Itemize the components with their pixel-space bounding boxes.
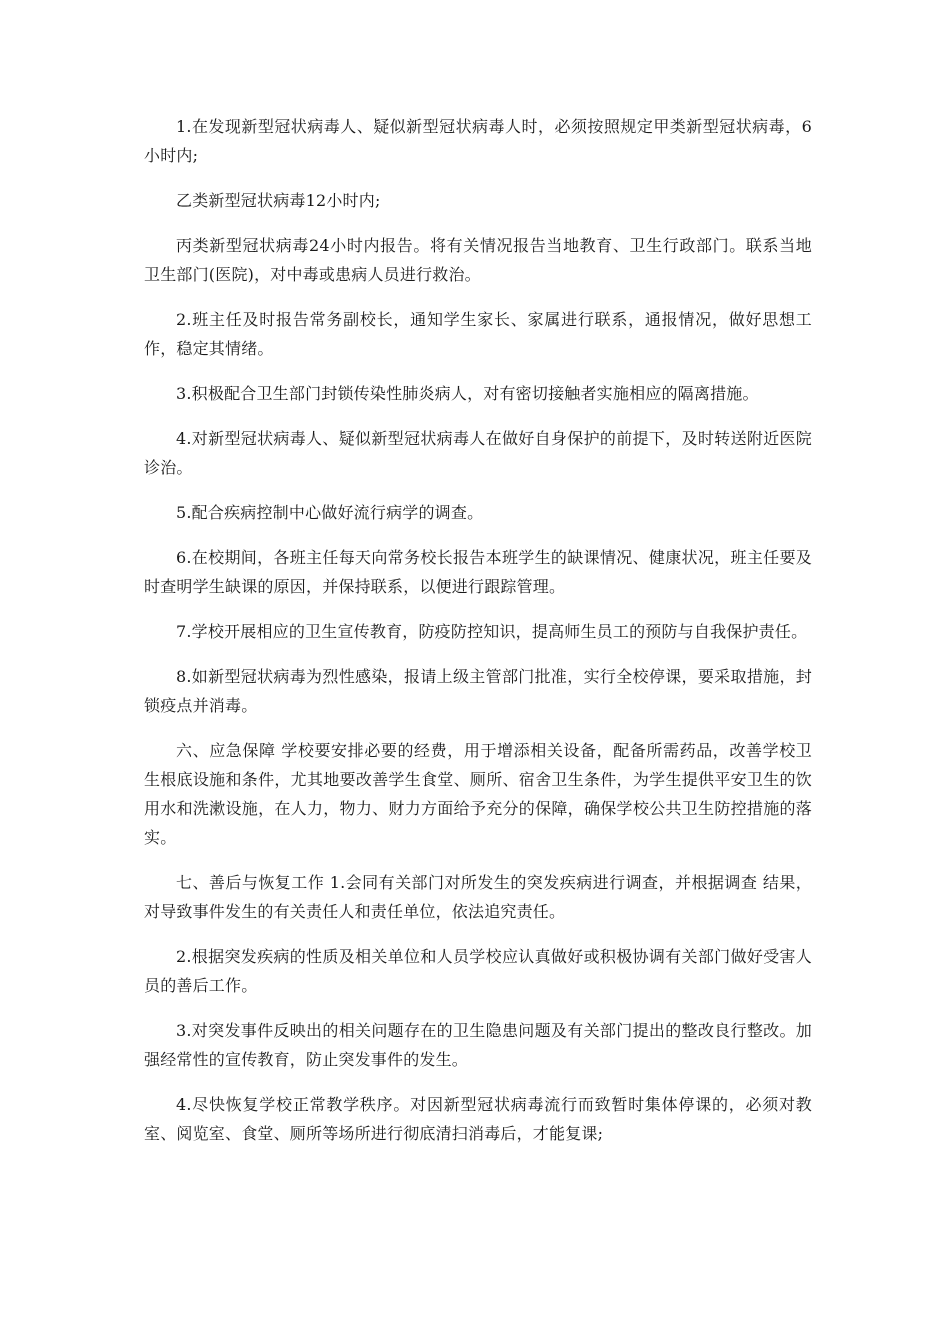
paragraph-14: 3.对突发事件反映出的相关问题存在的卫生隐患问题及有关部门提出的整改良行整改。加强经常性的宣传教育，防止突发事件的发生。	[144, 1021, 812, 1069]
paragraph-8: 6.在校期间，各班主任每天向常务校长报告本班学生的缺课情况、健康状况，班主任要及时查明学生缺课的原因，并保持联系，以便进行跟踪管理。	[144, 548, 812, 596]
paragraph-9: 7.学校开展相应的卫生宣传教育，防疫防控知识，提高师生员工的预防与自我保护责任。	[176, 622, 808, 641]
paragraph-7: 5.配合疾病控制中心做好流行病学的调查。	[176, 503, 484, 522]
paragraph-3: 丙类新型冠状病毒24小时内报告。将有关情况报告当地教育、卫生行政部门。联系当地卫生部门(医院)，对中毒或患病人员进行救治。	[144, 236, 812, 284]
paragraph-2: 乙类新型冠状病毒12小时内;	[176, 191, 381, 210]
paragraph-1: 1.在发现新型冠状病毒人、疑似新型冠状病毒人时，必须按照规定甲类新型冠状病毒，6小时内;	[144, 117, 812, 165]
paragraph-15: 4.尽快恢复学校正常教学秩序。对因新型冠状病毒流行而致暂时集体停课的，必须对教室、阅览室、食堂、厕所等场所进行彻底清扫消毒后，才能复课;	[144, 1095, 812, 1143]
paragraph-4: 2.班主任及时报告常务副校长，通知学生家长、家属进行联系，通报情况，做好思想工作，稳定其情绪。	[144, 310, 812, 358]
paragraph-6: 4.对新型冠状病毒人、疑似新型冠状病毒人在做好自身保护的前提下，及时转送附近医院诊治。	[144, 429, 812, 477]
paragraph-11: 六、应急保障 学校要安排必要的经费，用于增添相关设备，配备所需药品，改善学校卫生根底设施和条件，尤其地要改善学生食堂、厕所、宿舍卫生条件，为学生提供平安卫生的饮用水和洗漱设施，在人力，物力、财力方面给予充分的保障，确保学校公共卫生防控措施的落实。	[144, 741, 812, 847]
document-body	[144, 112, 812, 1164]
paragraph-10: 8.如新型冠状病毒为烈性感染，报请上级主管部门批准，实行全校停课，要采取措施，封锁疫点并消毒。	[144, 667, 812, 715]
paragraph-5: 3.积极配合卫生部门封锁传染性肺炎病人，对有密切接触者实施相应的隔离措施。	[176, 384, 759, 403]
paragraph-12: 七、善后与恢复工作 1.会同有关部门对所发生的突发疾病进行调查，并根据调查 结果，对导致事件发生的有关责任人和责任单位，依法追究责任。	[144, 873, 812, 921]
paragraph-13: 2.根据突发疾病的性质及相关单位和人员学校应认真做好或积极协调有关部门做好受害人员的善后工作。	[144, 947, 812, 995]
